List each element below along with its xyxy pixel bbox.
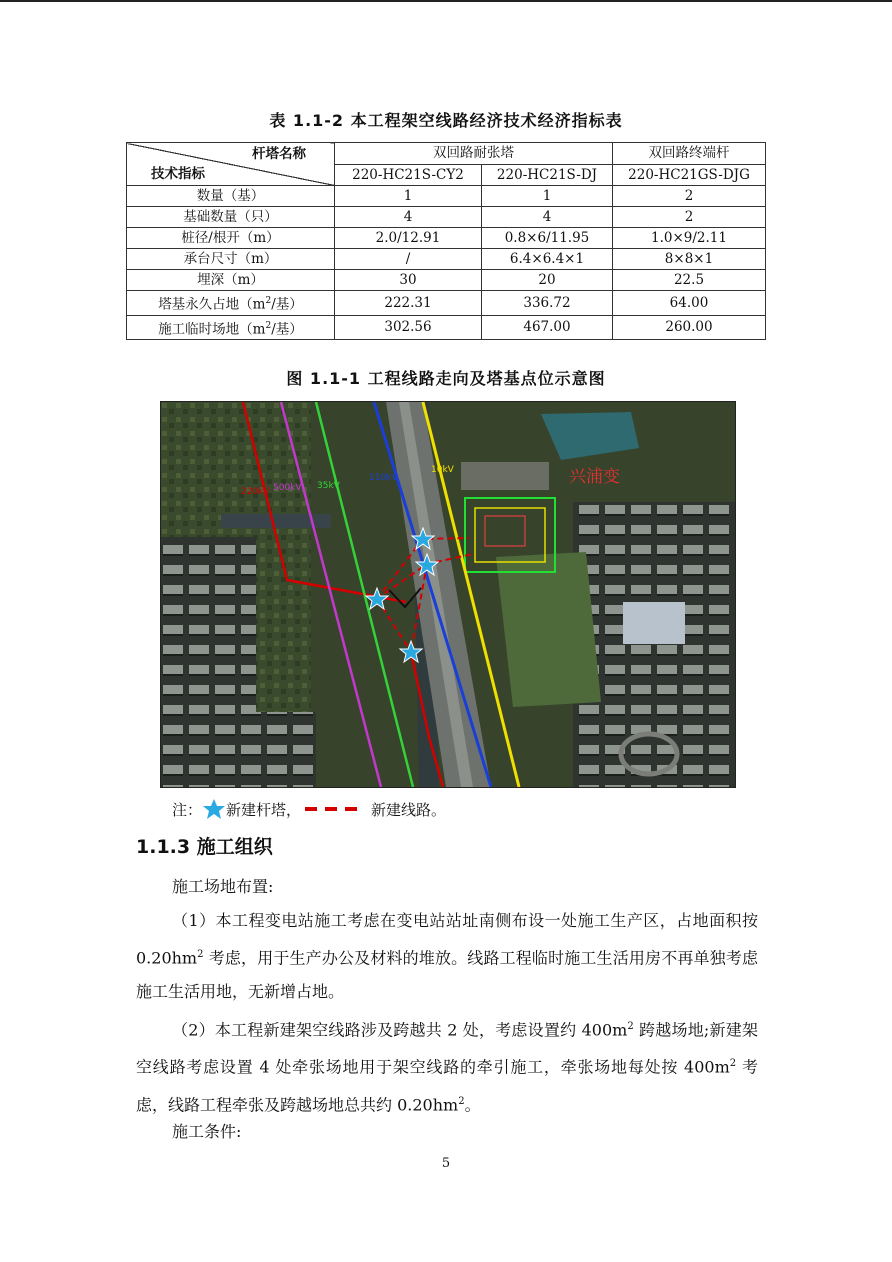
superscript: 2 <box>265 296 272 306</box>
label-10kv: 10kV <box>431 465 454 475</box>
row-label: 基础数量（只） <box>127 207 335 228</box>
paragraph-1 <box>136 904 758 1009</box>
col-header-3: 220-HC21GS-DJG <box>613 164 766 186</box>
note-prefix: 注： <box>172 800 203 819</box>
label-500kv: 500kV <box>273 483 302 493</box>
cell: 20 <box>482 270 613 291</box>
cell: 1 <box>482 186 613 207</box>
cell: 4 <box>482 207 613 228</box>
label-35kv: 35kV <box>317 481 340 491</box>
campus-buildings <box>573 502 735 787</box>
cell: 8×8×1 <box>613 249 766 270</box>
factory <box>461 462 549 490</box>
header-tower-name: 杆塔名称 <box>252 146 306 162</box>
header-technical-index: 技术指标 <box>151 166 205 182</box>
col-header-2: 220-HC21S-DJ <box>482 164 613 186</box>
section-heading: 1.1.3 施工组织 <box>136 836 273 858</box>
table-row <box>127 270 766 291</box>
paragraph-text: 考虑，用于生产办公及材料的堆放。线路工程临时施工生活用房不再单独考虑施工生活用地，无新增占地。 <box>136 948 758 1002</box>
superscript: 2 <box>458 1095 465 1107</box>
diagonal-header-cell <box>127 143 335 186</box>
paragraph-2 <box>136 1010 758 1122</box>
paragraph-text: 跨越场地;新建架空线路考虑设置 4 处牵张场地用于架空线路的牵引施工，牵张场地每处按 400m <box>136 1020 758 1077</box>
table-row <box>127 291 766 316</box>
substation-label: 兴浦变 <box>569 467 620 487</box>
cell: 2.0/12.91 <box>335 228 482 249</box>
group-header-terminal-pole: 双回路终端杆 <box>613 143 766 165</box>
cell: 467.00 <box>482 315 613 340</box>
residential-blocks <box>161 537 256 787</box>
row-label: 埋深（m） <box>127 270 335 291</box>
cell: 302.56 <box>335 315 482 340</box>
building-roof <box>623 602 685 644</box>
cell: 1.0×9/2.11 <box>613 228 766 249</box>
figure-title: 图 1.1-1 工程线路走向及塔基点位示意图 <box>286 369 606 388</box>
group-header-tension-tower: 双回路耐张塔 <box>335 143 613 165</box>
superscript: 2 <box>265 320 272 331</box>
route-aerial-map <box>160 401 736 788</box>
row-label <box>127 315 335 340</box>
table-row <box>127 249 766 270</box>
paragraph-conditions: 施工条件: <box>172 1122 242 1141</box>
superscript: 2 <box>197 949 204 960</box>
residential-blocks <box>256 712 316 787</box>
note-tower-label: 新建杆塔， <box>226 800 302 819</box>
row-label-text: /基） <box>271 296 303 313</box>
table-row <box>127 186 766 207</box>
cell: 222.31 <box>335 291 482 316</box>
canal <box>221 514 331 528</box>
cell: 1 <box>335 186 482 207</box>
cell: 2 <box>613 207 766 228</box>
table-title: 表 1.1-2 本工程架空线路经济技术经济指标表 <box>269 111 623 130</box>
star-icon <box>202 798 226 820</box>
superscript: 2 <box>627 1021 634 1032</box>
cell: / <box>335 249 482 270</box>
row-label <box>127 291 335 316</box>
cell: 64.00 <box>613 291 766 316</box>
paragraph-site-layout: 施工场地布置: <box>172 877 274 896</box>
paragraph-text: 。 <box>464 1094 481 1114</box>
paragraph-text: （2）本工程新建架空线路涉及跨越共 2 处，考虑设置约 400m <box>172 1020 628 1040</box>
dashed-line-icon <box>305 807 363 811</box>
table-row <box>127 315 766 340</box>
cell: 260.00 <box>613 315 766 340</box>
cell: 0.8×6/11.95 <box>482 228 613 249</box>
cell: 4 <box>335 207 482 228</box>
row-label-text: 施工临时场地（m <box>158 321 266 337</box>
col-header-1: 220-HC21S-CY2 <box>335 164 482 186</box>
page-top-rule <box>0 0 892 2</box>
table-row <box>127 207 766 228</box>
cell: 30 <box>335 270 482 291</box>
superscript: 2 <box>729 1058 737 1070</box>
row-label-text: 塔基永久占地（m <box>158 296 266 313</box>
figure-note <box>172 797 446 821</box>
table-row <box>127 228 766 249</box>
cell: 336.72 <box>482 291 613 316</box>
row-label: 数量（基） <box>127 186 335 207</box>
sports-field <box>496 552 601 707</box>
row-label: 承台尺寸（m） <box>127 249 335 270</box>
row-label-text: /基） <box>271 321 303 337</box>
technical-index-table <box>126 142 766 340</box>
cell: 6.4×6.4×1 <box>482 249 613 270</box>
paragraph-text: 考虑，线路工程牵张及跨越场地总共约 0.20hm <box>136 1057 758 1114</box>
row-label: 桩径/根开（m） <box>127 228 335 249</box>
note-line-label: 新建线路。 <box>371 800 447 819</box>
paragraph-text: （1）本工程变电站施工考虑在变电站站址南侧布设一处施工生产区，占地面积按 0.20hm <box>136 911 758 968</box>
label-220kv: 220kV <box>241 487 270 497</box>
cell: 2 <box>613 186 766 207</box>
cell: 22.5 <box>613 270 766 291</box>
page-number: 5 <box>441 1156 451 1171</box>
label-110kv: 110kV <box>369 473 398 483</box>
